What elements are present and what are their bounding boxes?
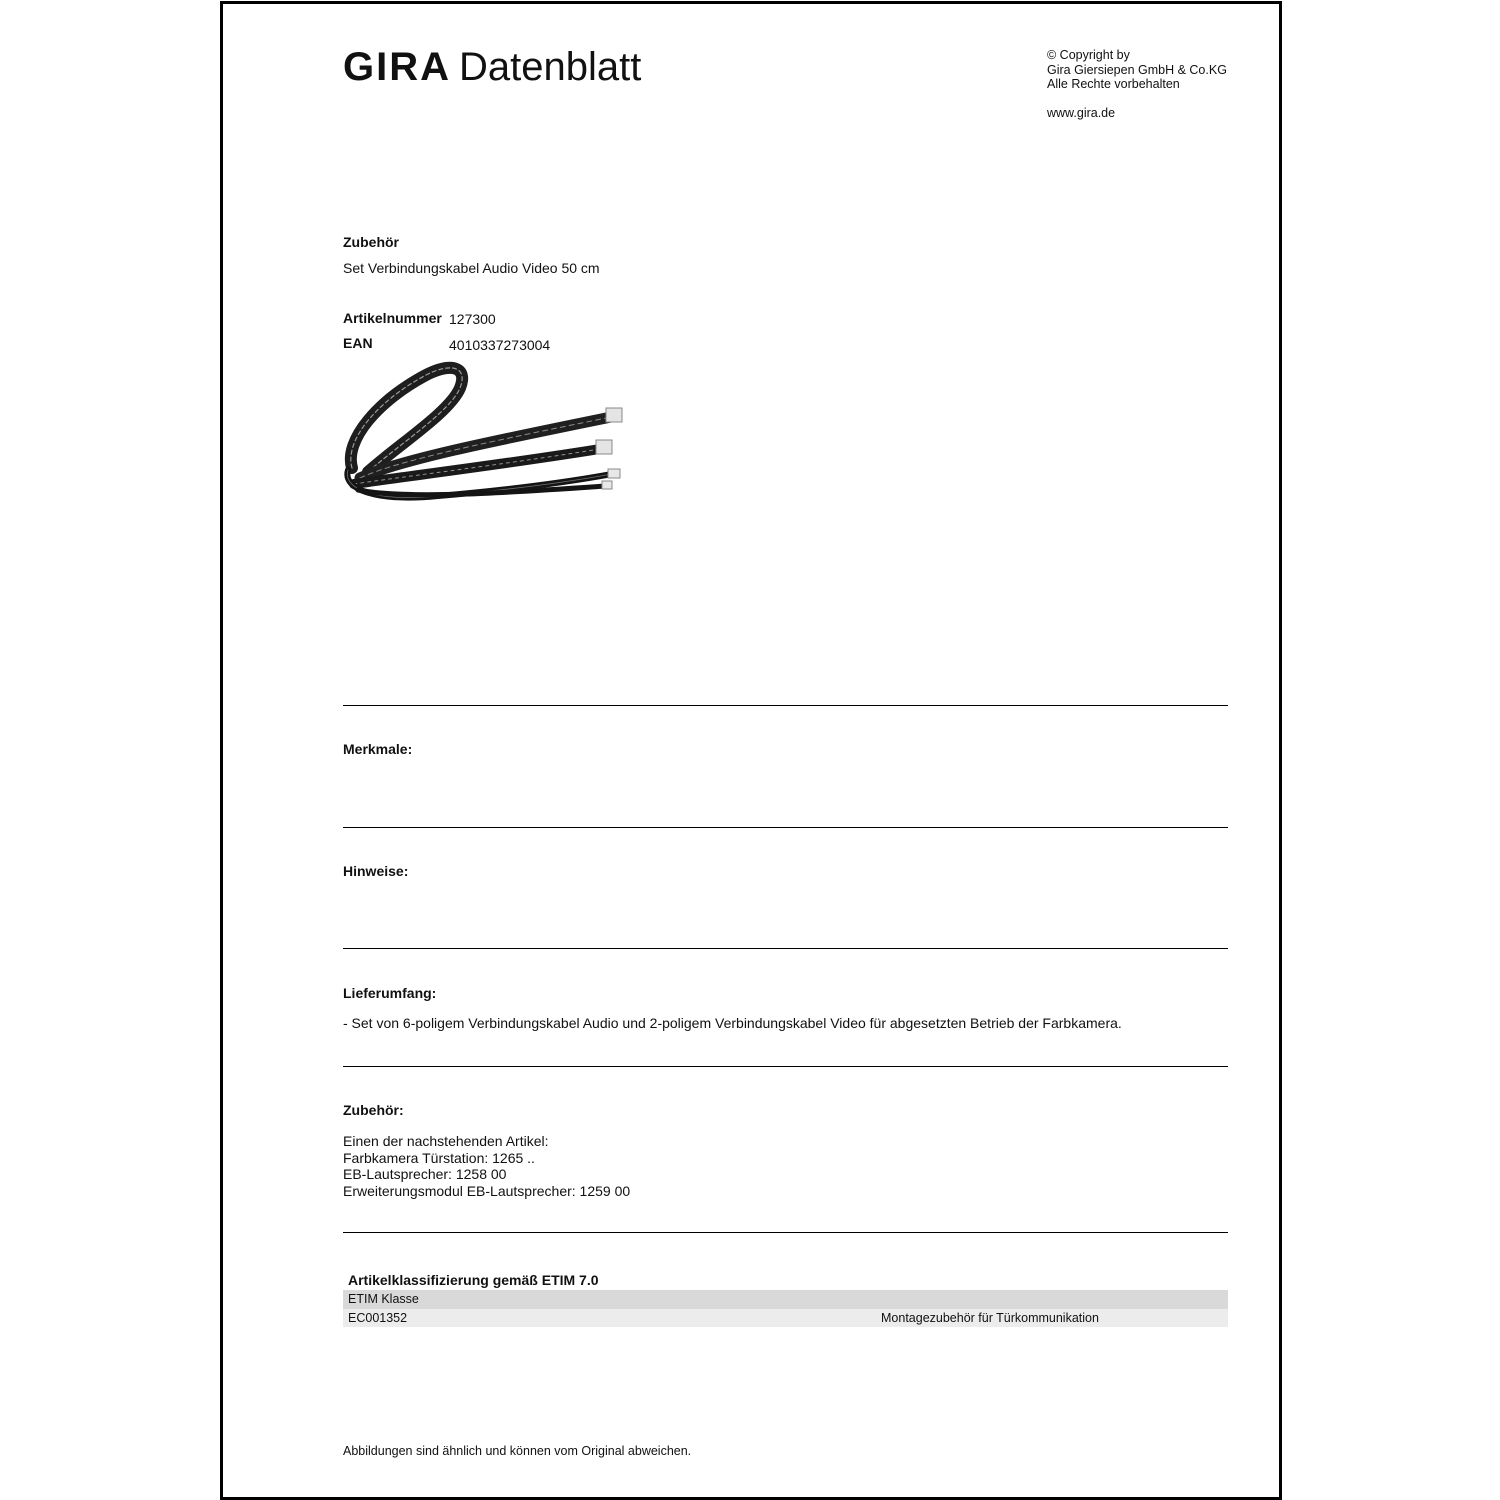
- accessories-line: EB-Lautsprecher: 1258 00: [343, 1166, 507, 1182]
- notes-heading: Hinweise:: [343, 863, 409, 879]
- cable-product-image: [338, 360, 628, 510]
- brand-title: [343, 44, 641, 90]
- connector-video-2: [602, 481, 612, 489]
- accessories-line: Erweiterungsmodul EB-Lautsprecher: 1259 00: [343, 1182, 631, 1199]
- divider: [343, 1232, 1228, 1233]
- accessories-list: [343, 1133, 630, 1199]
- website-link[interactable]: www.gira.de: [1047, 106, 1116, 120]
- delivery-text: - Set von 6-poligem Verbindungskabel Audio und 2-poligem Verbindungskabel Video für abgesetzten Betrieb der Farbkamera.: [343, 1015, 1122, 1031]
- copyright-line: Gira Giersiepen GmbH & Co.KG: [1047, 62, 1227, 77]
- connector-audio: [606, 408, 622, 422]
- etim-code: EC001352: [348, 1311, 408, 1325]
- connector-audio-2: [596, 440, 612, 454]
- copyright-line: © Copyright by: [1047, 48, 1130, 62]
- divider: [343, 1066, 1228, 1067]
- article-number-label: Artikelnummer: [343, 310, 442, 326]
- etim-data-row: [343, 1309, 1228, 1327]
- connector-video: [608, 469, 620, 478]
- copyright-block: [1047, 48, 1227, 92]
- ean-value: 4010337273004: [449, 337, 551, 353]
- product-category: Zubehör: [343, 234, 399, 250]
- etim-header-row: [343, 1290, 1228, 1309]
- etim-column-header: ETIM Klasse: [348, 1292, 419, 1306]
- divider: [343, 827, 1228, 828]
- document-type: Datenblatt: [459, 45, 642, 89]
- ean-label: EAN: [343, 335, 373, 351]
- article-number-value: 127300: [449, 311, 496, 327]
- delivery-heading: Lieferumfang:: [343, 985, 437, 1001]
- divider: [343, 705, 1228, 706]
- disclaimer-footer: Abbildungen sind ähnlich und können vom Original abweichen.: [343, 1444, 692, 1458]
- accessories-line: Einen der nachstehenden Artikel:: [343, 1133, 549, 1149]
- divider: [343, 948, 1228, 949]
- features-heading: Merkmale:: [343, 741, 413, 757]
- brand-logo: GIRA: [343, 45, 451, 89]
- accessories-heading: Zubehör:: [343, 1102, 404, 1118]
- accessories-line: Farbkamera Türstation: 1265 ..: [343, 1149, 535, 1166]
- etim-description: Montagezubehör für Türkommunikation: [881, 1311, 1099, 1325]
- product-name: Set Verbindungskabel Audio Video 50 cm: [343, 260, 600, 276]
- etim-title: Artikelklassifizierung gemäß ETIM 7.0: [348, 1272, 599, 1288]
- copyright-line: Alle Rechte vorbehalten: [1047, 77, 1180, 91]
